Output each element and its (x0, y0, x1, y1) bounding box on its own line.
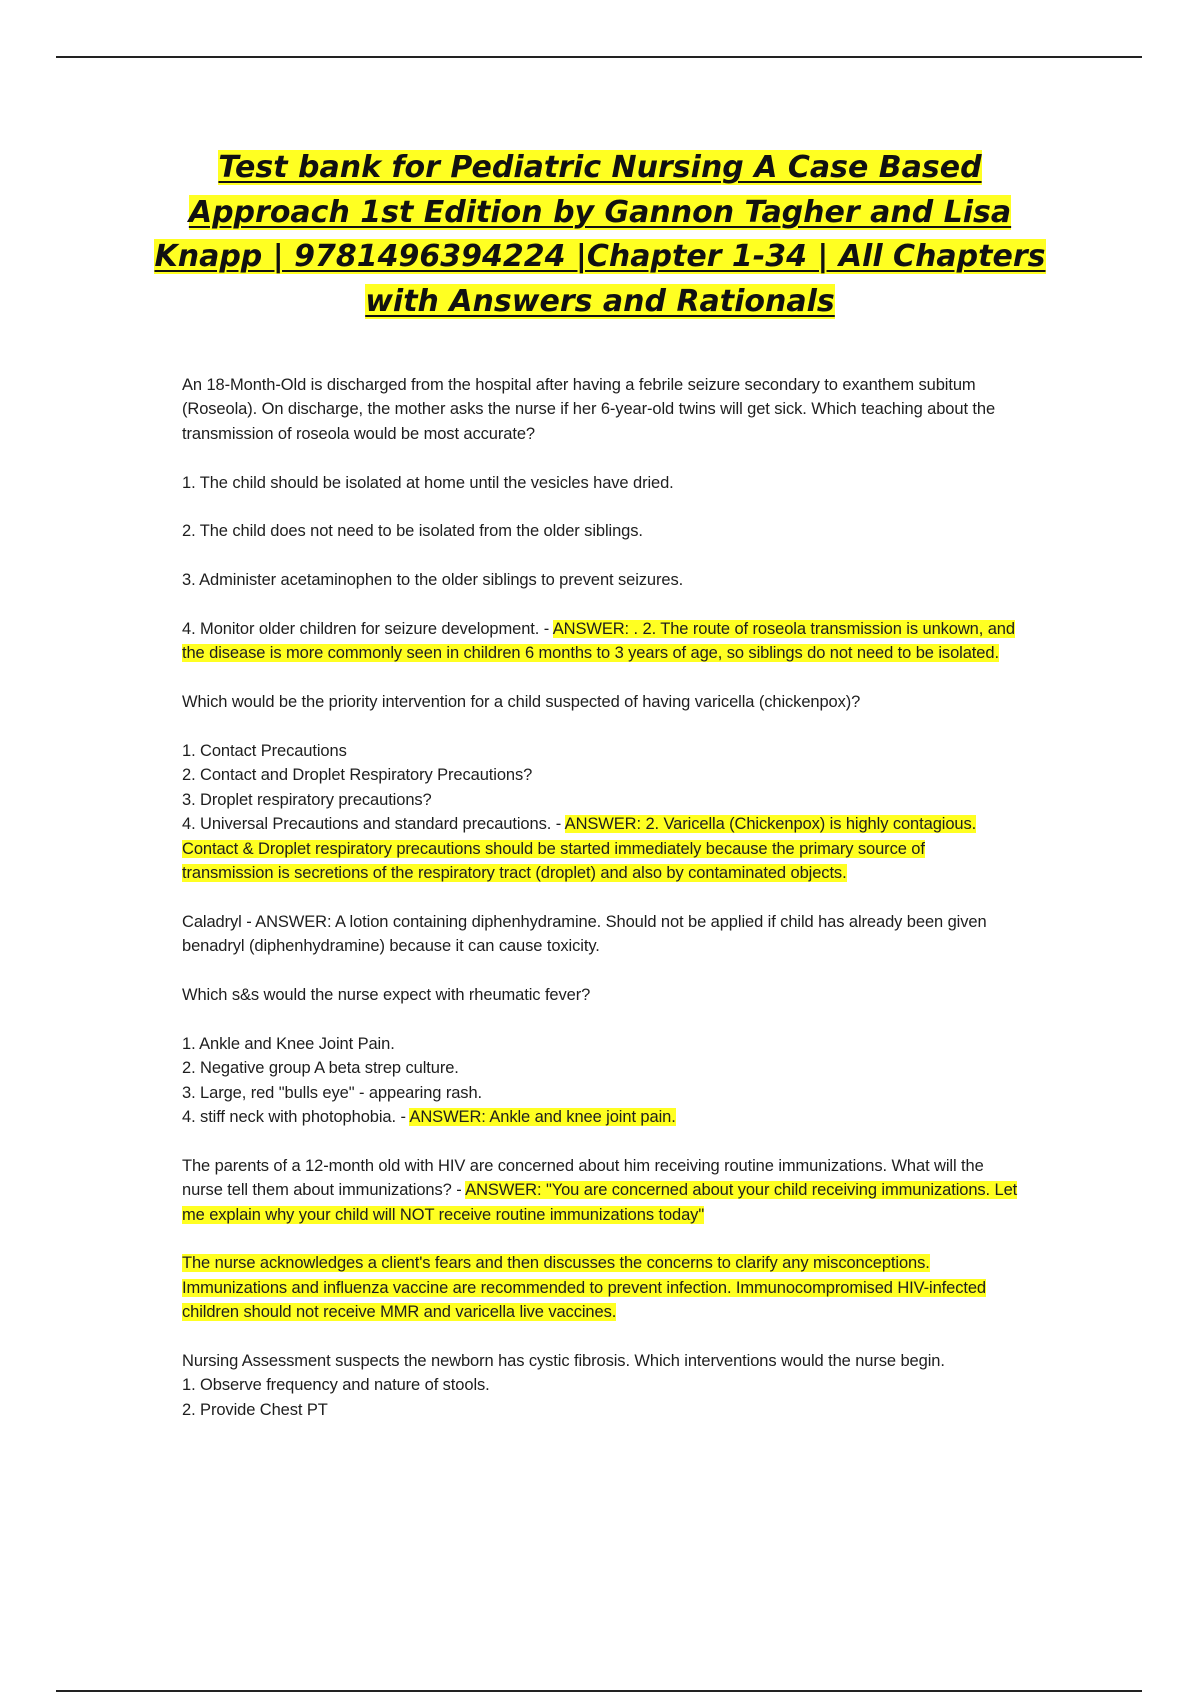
q1-answer: ANSWER: . 2. The route of roseola transmission is unkown, and the disease is more commonly seen in children 6 months to 3 years of age, so siblings do not need to be isolated. (182, 620, 1015, 663)
bottom-rule (56, 1690, 1142, 1692)
q2-option-4: 4. Universal Precautions and standard precautions. - (182, 815, 565, 834)
q5-stem: The parents of a 12-month old with HIV are concerned about him receiving routine immunizations. What will the nurse tell them about immunizations? - (182, 1156, 984, 1200)
q5-rationale-paragraph (182, 1251, 1020, 1324)
q2-options (182, 739, 1020, 885)
q4-option-4-with-answer (182, 1105, 1020, 1129)
q4-option-4: 4. stiff neck with photophobia. - (182, 1108, 410, 1127)
q2-option-3: 3. Droplet respiratory precautions? (182, 790, 432, 809)
q1-stem: An 18-Month-Old is discharged from the hospital after having a febrile seizure secondary to exanthem subitum (Roseola). On discharge, the mother asks the nurse if her 6-year-old twins will get sick. Which teaching about the transmission of roseola would be most accurate? (182, 376, 996, 443)
q6-option-2: 2. Provide Chest PT (182, 1400, 328, 1419)
q4-option-3: 3. Large, red "bulls eye" - appearing rash. (182, 1083, 483, 1102)
q2-stem: Which would be the priority intervention for a child suspected of having varicella (chickenpox)? (182, 693, 861, 712)
document-body (182, 373, 1020, 1422)
q4-answer: ANSWER: Ankle and knee joint pain. (409, 1108, 676, 1127)
q4-options (182, 1032, 1020, 1130)
q6-option-1: 1. Observe frequency and nature of stools. (182, 1376, 490, 1395)
q4-option-2: 2. Negative group A beta strep culture. (182, 1059, 459, 1078)
q5-stem-with-answer (182, 1154, 1020, 1227)
q4-option-1: 1. Ankle and Knee Joint Pain. (182, 1034, 395, 1053)
title-highlight: Test bank for Pediatric Nursing A Case Based Approach 1st Edition by Gannon Tagher and Lisa Knapp | 9781496394224 |Chapter 1-34 | All Chapters with Answers and Rationals (154, 150, 1046, 319)
q4-stem: Which s&s would the nurse expect with rheumatic fever? (182, 986, 591, 1005)
q6 (182, 1349, 1020, 1422)
q1-option-3: 3. Administer acetaminophen to the older siblings to prevent seizures. (182, 571, 684, 590)
q6-stem: Nursing Assessment suspects the newborn has cystic fibrosis. Which interventions would the nurse begin. (182, 1352, 945, 1371)
q5-rationale: The nurse acknowledges a client's fears and then discusses the concerns to clarify any misconceptions. Immunizations and influenza vaccine are recommended to prevent infection. Immunocompromised HIV-infected children should not receive MMR and varicella live vaccines. (182, 1254, 987, 1322)
q1-option-4-with-answer (182, 617, 1020, 666)
q2-answer: ANSWER: 2. Varicella (Chickenpox) is highly contagious. Contact & Droplet respiratory precautions should be started immediately because the primary source of transmission is secretions of the respiratory tract (droplet) and also by contaminated objects. (182, 815, 977, 883)
q1-option-4: 4. Monitor older children for seizure development. - (182, 620, 553, 638)
q2-option-4-with-answer (182, 812, 1020, 885)
q2-option-1: 1. Contact Precautions (182, 742, 347, 760)
document-title (150, 146, 1050, 324)
q1-option-2: 2. The child does not need to be isolated from the older siblings. (182, 522, 643, 541)
q3-caladryl: Caladryl - ANSWER: A lotion containing diphenhydramine. Should not be applied if child has already been given benadryl (diphenhydramine) because it can cause toxicity. (182, 912, 987, 956)
q5-answer: ANSWER: "You are concerned about your child receiving immunizations. Let me explain why your child will NOT receive routine immunizations today" (182, 1181, 1018, 1224)
q2-option-2: 2. Contact and Droplet Respiratory Precautions? (182, 766, 533, 785)
q1-option-1: 1. The child should be isolated at home until the vesicles have dried. (182, 473, 674, 492)
top-rule (56, 56, 1142, 58)
